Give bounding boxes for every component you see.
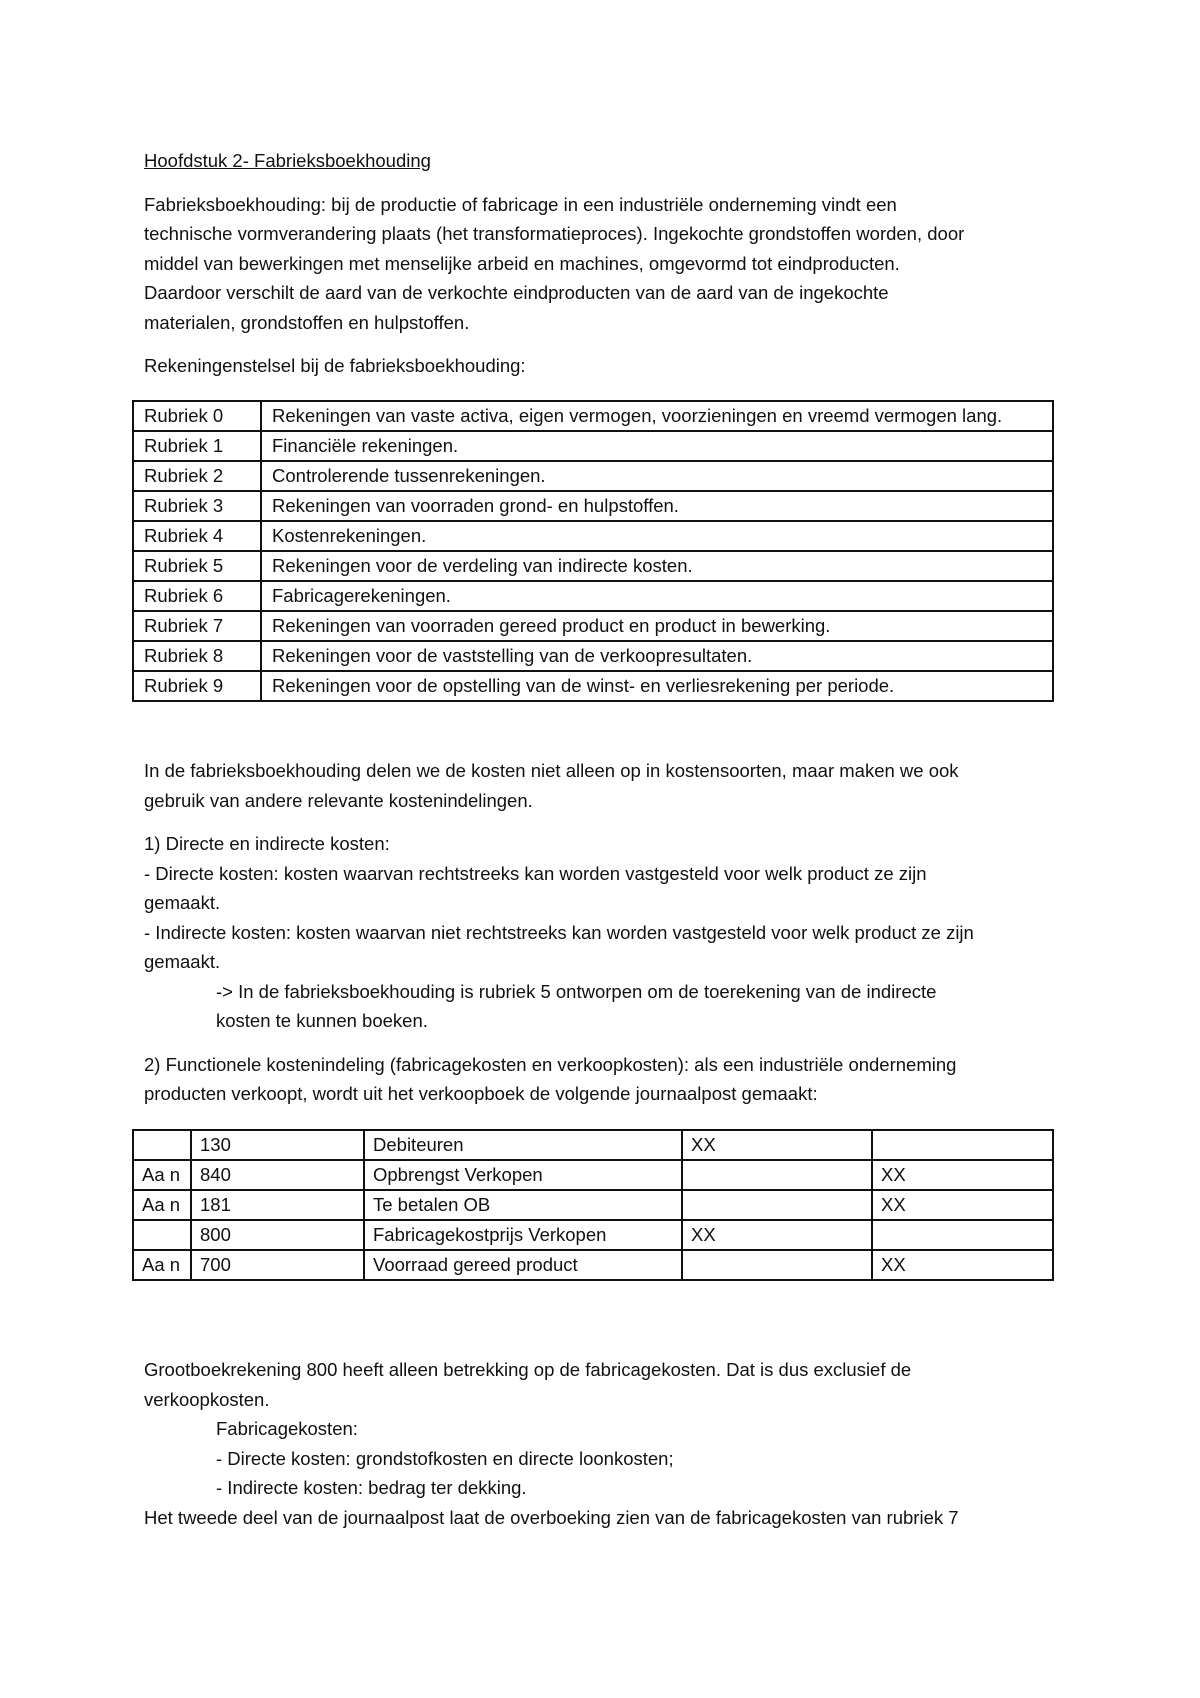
rekening-omschrijving: Debiteuren (364, 1130, 682, 1160)
text-line: gebruik van andere relevante kostenindelingen. (144, 789, 533, 811)
rubriek-desc: Rekeningen voor de verdeling van indirecte kosten. (261, 551, 1053, 581)
credit-cell: XX (872, 1160, 1053, 1190)
rubriek-code: Rubriek 6 (133, 581, 261, 611)
table-row (133, 551, 1053, 581)
arrow-note: -> In de fabrieksboekhouding is rubriek 5 ontworpen om de toerekening van de indirecte (216, 980, 937, 1002)
text-line: technische vormverandering plaats (het transformatieproces). Ingekochte grondstoffen worden, door (144, 223, 965, 244)
text-line: producten verkoopt, wordt uit het verkoopboek de volgende journaalpost gemaakt: (144, 1083, 818, 1104)
rekening-omschrijving: Fabricagekostprijs Verkopen (364, 1220, 682, 1250)
text-line: materialen, grondstoffen en hulpstoffen. (144, 311, 470, 333)
rubriek-code: Rubriek 5 (133, 551, 261, 581)
rekeningen-heading: Rekeningenstelsel bij de fabrieksboekhouding: (144, 355, 526, 376)
rekening-nr: 700 (191, 1250, 364, 1280)
text-line: verkoopkosten. (144, 1388, 270, 1410)
journaalpost-table (132, 1129, 1054, 1281)
rubriek-desc: Financiële rekeningen. (261, 431, 1053, 461)
rubriek-code: Rubriek 1 (133, 431, 261, 461)
rekening-omschrijving: Opbrengst Verkopen (364, 1160, 682, 1190)
credit-cell (872, 1130, 1053, 1160)
aan-cell (133, 1130, 191, 1160)
table-row (133, 431, 1053, 461)
text-line: 2) Functionele kostenindeling (fabricagekosten en verkoopkosten): als een industriële onderneming (144, 1053, 957, 1075)
section-heading: 1) Directe en indirecte kosten: (144, 833, 390, 854)
text-line: In de fabrieksboekhouding delen we de kosten niet alleen op in kostensoorten, maar maken we ook (144, 760, 959, 781)
debet-cell (682, 1250, 872, 1280)
rubriek-code: Rubriek 0 (133, 401, 261, 431)
aan-cell: Aa n (133, 1250, 191, 1280)
rubriek-code: Rubriek 7 (133, 611, 261, 641)
rekening-nr: 840 (191, 1160, 364, 1190)
table-row (133, 641, 1053, 671)
debet-cell (682, 1190, 872, 1220)
rekening-omschrijving: Voorraad gereed product (364, 1250, 682, 1280)
table-row (133, 491, 1053, 521)
fabricage-item: - Indirecte kosten: bedrag ter dekking. (216, 1477, 527, 1498)
rubriek-desc: Fabricagerekeningen. (261, 581, 1053, 611)
rekening-omschrijving: Te betalen OB (364, 1190, 682, 1220)
kosten-block (144, 756, 1064, 1109)
debet-cell: XX (682, 1220, 872, 1250)
table-row (133, 581, 1053, 611)
rubriek-desc: Rekeningen voor de opstelling van de winst- en verliesrekening per periode. (261, 671, 1053, 701)
table-row (133, 521, 1053, 551)
arrow-note: kosten te kunnen boeken. (216, 1010, 428, 1031)
text-line: Het tweede deel van de journaalpost laat de overboeking zien van de fabricagekosten van rubriek 7 (144, 1506, 959, 1528)
text-line: middel van bewerkingen met menselijke arbeid en machines, omgevormd tot eindproducten. (144, 252, 900, 274)
rubriek-code: Rubriek 9 (133, 671, 261, 701)
rekening-nr: 130 (191, 1130, 364, 1160)
text-line: gemaakt. (144, 892, 221, 913)
rubriek-code: Rubriek 4 (133, 521, 261, 551)
rekening-nr: 800 (191, 1220, 364, 1250)
aan-cell: Aa n (133, 1160, 191, 1190)
rubriek-desc: Rekeningen van voorraden gereed product en product in bewerking. (261, 611, 1053, 641)
fabricage-heading: Fabricagekosten: (216, 1418, 358, 1439)
rubriek-code: Rubriek 8 (133, 641, 261, 671)
intro-block (144, 146, 1064, 381)
aan-cell (133, 1220, 191, 1250)
text-line: Fabrieksboekhouding: bij de productie of fabricage in een industriële onderneming vindt een (144, 193, 897, 215)
table-row (133, 671, 1053, 701)
table-row (133, 461, 1053, 491)
credit-cell: XX (872, 1190, 1053, 1220)
page-title: Hoofdstuk 2- Fabrieksboekhouding (144, 150, 431, 171)
text-line: - Directe kosten: kosten waarvan rechtstreeks kan worden vastgesteld voor welk product ze zijn (144, 862, 927, 884)
table-row (133, 1190, 1053, 1220)
table-row (133, 401, 1053, 431)
rekening-nr: 181 (191, 1190, 364, 1220)
credit-cell: XX (872, 1250, 1053, 1280)
debet-cell (682, 1160, 872, 1190)
table-row (133, 1220, 1053, 1250)
table-row (133, 1250, 1053, 1280)
section-functioneel (144, 1050, 1064, 1109)
kosten-intro-paragraph (144, 756, 1064, 815)
debet-cell: XX (682, 1130, 872, 1160)
credit-cell (872, 1220, 1053, 1250)
aan-cell: Aa n (133, 1190, 191, 1220)
text-line: Daardoor verschilt de aard van de verkochte eindproducten van de aard van de ingekochte (144, 282, 889, 303)
table-row (133, 1130, 1053, 1160)
rubriek-code: Rubriek 3 (133, 491, 261, 521)
text-line: gemaakt. (144, 951, 221, 972)
table-row (133, 611, 1053, 641)
rubriek-table (132, 400, 1054, 702)
rubriek-desc: Kostenrekeningen. (261, 521, 1053, 551)
rubriek-desc: Rekeningen van voorraden grond- en hulpstoffen. (261, 491, 1053, 521)
rubriek-code: Rubriek 2 (133, 461, 261, 491)
text-line: Grootboekrekening 800 heeft alleen betrekking op de fabricagekosten. Dat is dus exclusief de (144, 1359, 912, 1380)
fabricage-item: - Directe kosten: grondstofkosten en directe loonkosten; (216, 1447, 674, 1469)
section-direct-indirect (144, 829, 1064, 1036)
text-line: - Indirecte kosten: kosten waarvan niet rechtstreeks kan worden vastgesteld voor welk product ze zijn (144, 921, 974, 943)
closing-block (144, 1355, 1064, 1532)
rubriek-desc: Controlerende tussenrekeningen. (261, 461, 1053, 491)
rubriek-desc: Rekeningen van vaste activa, eigen vermogen, voorzieningen en vreemd vermogen lang. (261, 401, 1053, 431)
intro-paragraph (144, 190, 1064, 338)
table-row (133, 1160, 1053, 1190)
rubriek-desc: Rekeningen voor de vaststelling van de verkoopresultaten. (261, 641, 1053, 671)
